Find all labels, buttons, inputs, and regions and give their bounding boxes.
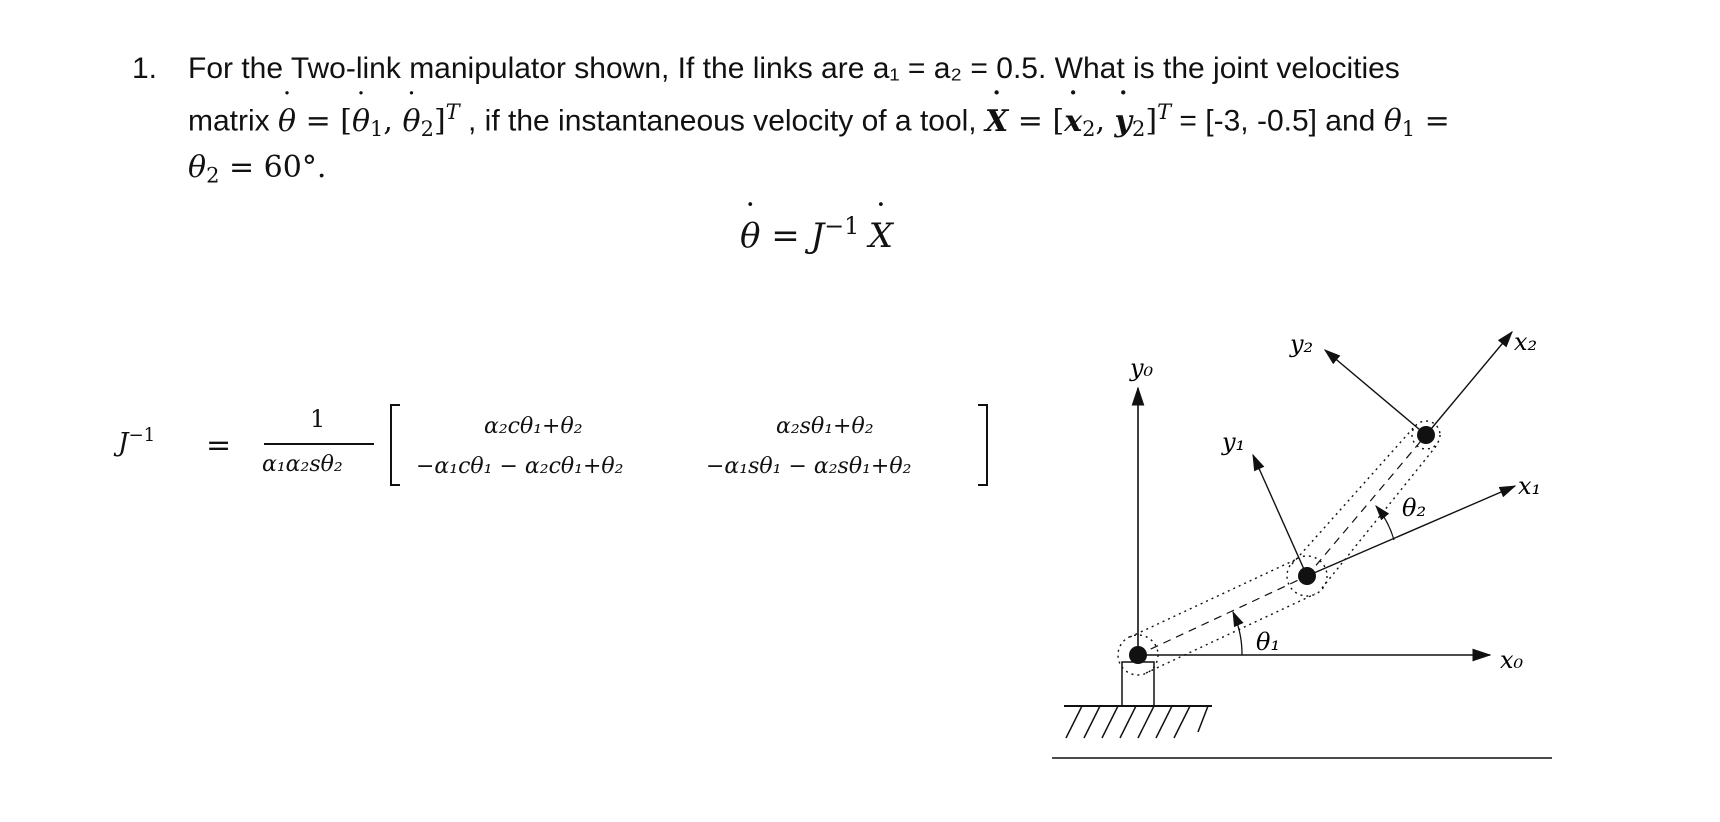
y2-dot-symbol: y ˙ bbox=[1115, 104, 1132, 139]
link-centerlines bbox=[1138, 435, 1426, 655]
theta2-dot-symbol: θ ˙ bbox=[403, 104, 421, 139]
matrix-cell-2-2: −α₁sθ₁ − α₂sθ₁+θ₂ bbox=[706, 454, 912, 479]
angle-value: = 60°. bbox=[219, 150, 327, 185]
sub-2: 2 bbox=[420, 116, 434, 141]
eq-open-2: = [ bbox=[1008, 103, 1065, 139]
text-instantaneous: , if the instantaneous velocity of a tool, bbox=[459, 104, 985, 138]
bracket-close-2: ] bbox=[1145, 103, 1158, 139]
y1-axis bbox=[1253, 455, 1307, 576]
theta2-symbol: θ bbox=[188, 150, 207, 185]
text-values: = [-3, -0.5] and bbox=[1171, 104, 1384, 138]
X-dot-symbol: X ˙ bbox=[985, 104, 1008, 139]
x2-axis bbox=[1426, 332, 1512, 435]
y2-axis bbox=[1325, 350, 1426, 435]
sub-2b: 2 bbox=[1082, 116, 1096, 141]
eq-open: = [ bbox=[296, 103, 352, 139]
joint-base bbox=[1129, 646, 1147, 664]
label-y2: y₂ bbox=[1290, 330, 1314, 358]
eq-inverse: −1 bbox=[824, 212, 860, 240]
transpose-T-2: T bbox=[1157, 100, 1172, 124]
base-pedestal bbox=[1122, 662, 1154, 706]
ground-hatch bbox=[1066, 706, 1208, 738]
end-effector bbox=[1417, 426, 1435, 444]
fraction-numerator: 1 bbox=[310, 405, 326, 433]
eq-trailing: = bbox=[1415, 103, 1450, 139]
sub-2c: 2 bbox=[1131, 116, 1146, 141]
transpose-T: T bbox=[445, 100, 460, 124]
label-x2: x₂ bbox=[1514, 328, 1538, 356]
jacobian-equals: = bbox=[206, 428, 232, 463]
comma: , bbox=[383, 103, 403, 139]
theta1-arc bbox=[1233, 612, 1242, 655]
label-theta1: θ₁ bbox=[1256, 628, 1281, 656]
question-number: 1. bbox=[132, 52, 158, 85]
text-matrix: matrix bbox=[188, 104, 278, 138]
theta1-dot-symbol: θ ˙ bbox=[352, 104, 370, 139]
eq-J: J bbox=[810, 216, 825, 257]
theta2-arc bbox=[1376, 506, 1394, 540]
eq-X-dot: X ˙ bbox=[869, 216, 893, 256]
label-x1: x₁ bbox=[1518, 472, 1542, 500]
bracket-close: ] bbox=[433, 103, 446, 139]
matrix-cell-1-2: α₂sθ₁+θ₂ bbox=[776, 414, 874, 439]
sub-1b: 1 bbox=[1401, 116, 1416, 141]
fraction-denominator: α₁α₂sθ₂ bbox=[262, 452, 343, 477]
theta-dot-symbol: θ ˙ bbox=[278, 104, 296, 139]
label-theta2: θ₂ bbox=[1402, 494, 1427, 522]
label-y1: y₁ bbox=[1222, 428, 1246, 456]
eq-theta-dot: θ ˙ bbox=[740, 216, 760, 256]
jacobian-inv: −1 bbox=[128, 425, 156, 446]
question-line-1-text: For the Two-link manipulator shown, If the links are a₁ = a₂ = 0.5. What is the joint velocities bbox=[188, 52, 1400, 85]
eq-equals: = bbox=[760, 216, 811, 257]
sub-2d: 2 bbox=[206, 163, 220, 188]
matrix-cell-2-1: −α₁cθ₁ − α₂cθ₁+θ₂ bbox=[416, 454, 624, 479]
sub-1: 1 bbox=[370, 116, 384, 141]
label-x0: x₀ bbox=[1500, 646, 1524, 674]
theta1-symbol: θ bbox=[1383, 103, 1402, 139]
label-y0: y₀ bbox=[1130, 354, 1154, 382]
x2-dot-symbol: x ˙ bbox=[1064, 104, 1082, 139]
comma-2: , bbox=[1095, 103, 1115, 139]
jacobian-J: J bbox=[118, 428, 129, 458]
matrix-cell-1-1: α₂cθ₁+θ₂ bbox=[484, 414, 583, 439]
joint-elbow bbox=[1298, 567, 1316, 585]
